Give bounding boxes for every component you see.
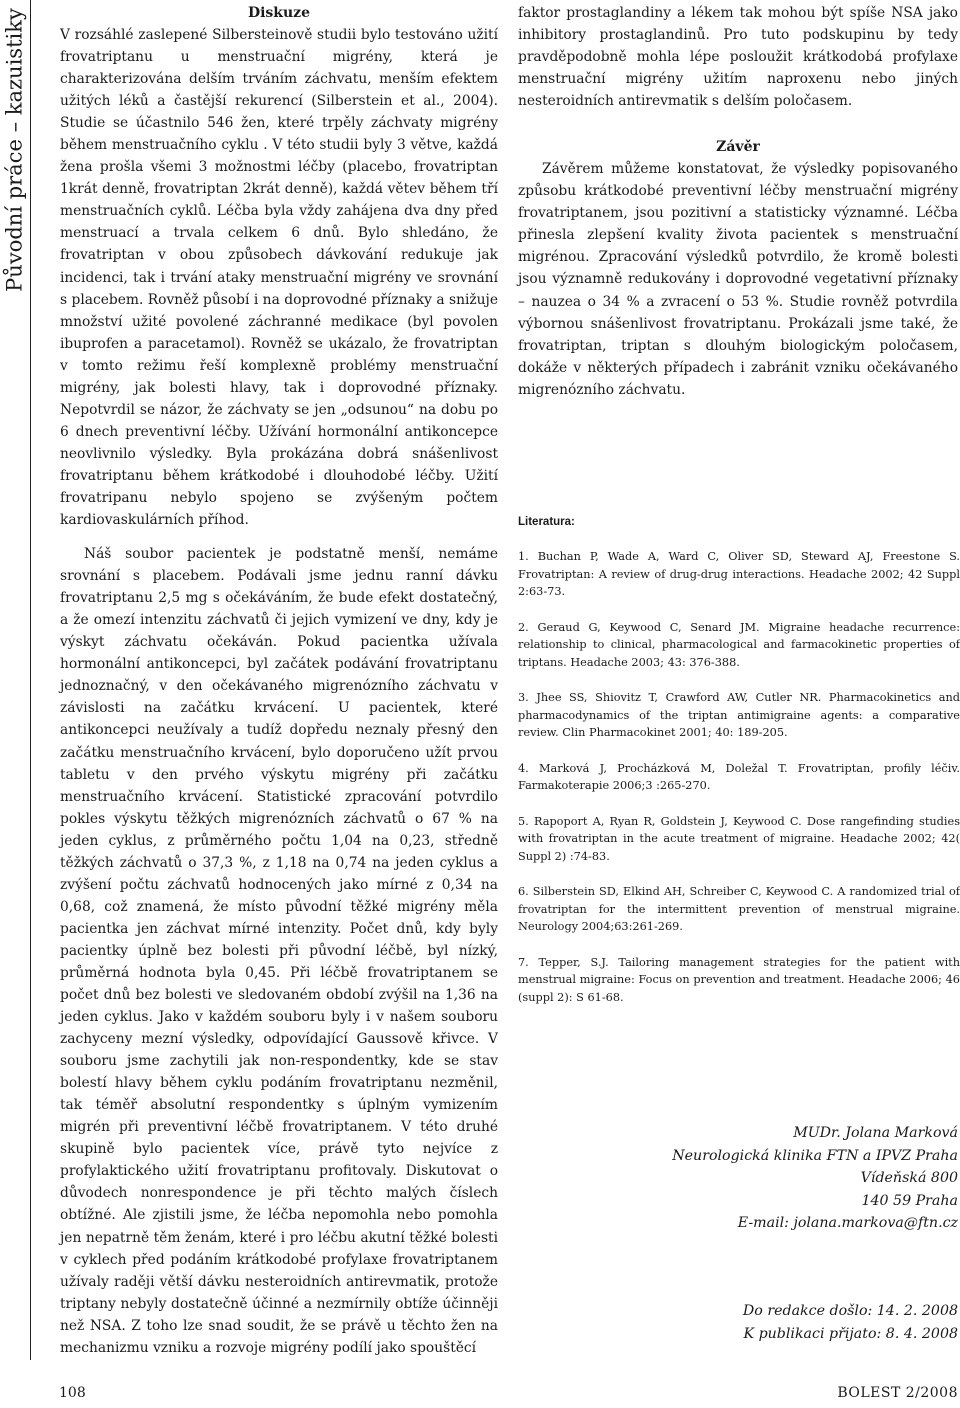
author-email: E-mail: jolana.markova@ftn.cz — [737, 1215, 958, 1231]
journal-name: BOLEST 2/2008 — [837, 1385, 958, 1401]
reference-item: 1. Buchan P, Wade A, Ward C, Oliver SD, Steward AJ, Freestone S. Frovatriptan: A review of drug-drug interactions. Headache 2002; 42 Suppl 2:63-73. — [518, 550, 960, 598]
discussion-heading: Diskuze — [247, 5, 311, 21]
reference-item: 7. Tepper, S.J. Tailoring management strategies for the patient with menstrual migraine: Focus on prevention and treatment. Headache 2006; 46 (suppl 2): S 61-68. — [518, 955, 960, 1004]
reference-item: 6. Silberstein SD, Elkind AH, Schreiber C, Keywood C. A randomized trial of frovatriptan for the intermittent prevention of menstrual migraine. Neurology 2004;63:261-269. — [518, 885, 960, 933]
accepted-date: K publikaci přijato: 8. 4. 2008 — [743, 1325, 958, 1342]
reference-item: 3. Jhee SS, Shiovitz T, Crawford AW, Cutler NR. Pharmacokinetics and pharmacodynamics of the triptan antimigraine agents: a comparative review. Clin Pharmacokinet 2001; 40: 189-205. — [518, 691, 960, 739]
section-title: Původní práce – kazuistiky — [2, 8, 27, 292]
section-sidebar — [0, 0, 30, 1408]
left-column — [60, 2, 498, 1359]
reference-list — [518, 548, 960, 1024]
conclusion-paragraph: Závěrem můžeme konstatovat, že výsledky popisovaného způsobu krátkodobé preventivní léčby menstruační migrény frovatriptanem, jsou pozitivní a statisticky významné. Léčba přinesla zlepšení kvality života pacientek s menstruační migrénou. Zpracování výsledků potvrdilo, že kromě bolesti jsou významně redukovány i doprovodné vegetativní příznaky – nauzea o 34 % a zvracení o 53 %. Studie rovněž potvrdila výbornou snášenlivost frovatriptanu. Prokázali jsme také, že frovatriptan, triptan s dlouhým biologickým poločasem, dokáže v některých případech i zabránit vzniku očekávaného migrenózního záchvatu. — [518, 161, 958, 398]
author-name: MUDr. Jolana Marková — [793, 1125, 958, 1141]
page-number: 108 — [59, 1385, 86, 1401]
reference-item: 5. Rapoport A, Ryan R, Goldstein J, Keywood C. Dose rangefinding studies with frovatriptan in the acute treatment of migraine. Headache 2002; 42( Suppl 2) :74-83. — [518, 814, 960, 863]
right-column — [518, 2, 958, 401]
received-date: Do redakce došlo: 14. 2. 2008 — [742, 1303, 958, 1319]
literature-heading: Literatura: — [518, 516, 575, 528]
reference-item: 2. Geraud G, Keywood C, Senard JM. Migraine headache recurrence: relationship to clinical, pharmacological and farmacokinetic properties of triptans. Headache 2003; 43: 376-388. — [518, 620, 960, 669]
sidebar-divider — [30, 0, 31, 1360]
author-address — [672, 1122, 958, 1235]
author-institution: Neurologická klinika FTN a IPVZ Praha — [672, 1147, 958, 1164]
discussion-paragraph-2: Náš soubor pacientek je podstatně menší, nemáme srovnání s placebem. Podávali jsme jednu ranní dávku frovatriptanu 2,5 mg s očekáváním, že bude efekt dostatečný, a že omezí intenzitu záchvatů či jejich vymizení ve dny, kdy je výskyt záchvatu očekáván. Pokud pacientka užívala hormonální antikoncepci, byl začátek podávání frovatriptanu jednoznačný, v den očekávaného migrenózního záchvatu v závislosti na začátku krvácení. U pacientek, které antikoncepci neužívaly a tudíž dopředu neznaly přesný den začátku menstruačního krvácení, bylo doporučeno užít prvou tabletu v den prvého výskytu migrény při začátku menstruačního krvácení. Statistické zpracování potvrdilo pokles výskytu těžkých migrenózních záchvatů o 67 % na jeden cyklus, z průměrného počtu 1,04 na 0,23, středně těžkých záchvatů o 37,3 %, z 1,18 na 0,74 na jeden cyklus a zvýšení počtu záchvatů hodnocených jako mírné z 0,34 na 0,68, což znamená, že místo původní těžké migrény měla pacientka jen záchvat mírné intenzity. Počet dnů, kdy byly pacientky úplně bez bolesti při původní léčbě, byl nízký, průměrná hodnota byla 0,45. Při léčbě frovatriptanem se počet dnů bez bolesti ve sledovaném období zvýšil na 1,36 na jeden cyklus. Jako v každém souboru byly i v našem souboru zachyceny mezní výsledky, odpovídající Gaussově křivce. V souboru jsme zachytili jak non-respondentky, kde se stav bolestí hlavy během cyklu podáním frovatriptanu nezměnil, tak téměř absolutní respondentky s úplným vymizením migrén při preventivní léčbě frovatriptanem. V této druhé skupině bylo pacientek více, právě tyto nejvíce z profylaktického užití frovatriptanu profitovaly. Diskutovat o důvodech nonrespondence je při těchto malých číslech obtížné. Ale zjistili jsme, že léčba nepomohla nebo pomohla jen nepatrně těm ženám, které i pro léčbu akutní těžké bolesti v cyklech před podáním krátkodobé profylaxe frovatriptanem užívaly raději větší dávku nesteroidních antirevmatik, protože triptany nebyly dostatečně účinné a nezmírnily obtíže účinněji než NSA. Z toho lze snad soudit, že se právě u těchto žen na mechanizmu vzniku a rozvoje migrény podílí jako spouštěcí — [60, 546, 498, 1356]
discussion-continuation: faktor prostaglandiny a lékem tak mohou být spíše NSA jako inhibitory prostaglandinů. Pro tuto podskupinu by tedy pravděpodobně mohla lépe posloužit krátkodobá profylaxe menstruační migrény užitím naproxenu nebo jiných nesteroidních antirevmatik s delším poločasem. — [518, 5, 958, 110]
reference-item: 4. Marková J, Procházková M, Doležal T. Frovatriptan, profily léčiv. Farmakoterapie 2006;3 :265-270. — [518, 761, 960, 792]
publication-dates — [743, 1300, 958, 1345]
discussion-paragraph-1: V rozsáhlé zaslepené Silbersteinově studii bylo testováno užití frovatriptanu u menstruační migrény, která je charakterizována delším trváním záchvatu, menším efektem užitých léků a častější rekurencí (Silberstein et al., 2004). Studie se účastnilo 546 žen, které trpěly záchvaty migrény během menstruačního cyklu . V této studii byly 3 větve, každá žena prošla všemi 3 možnostmi léčby (placebo, frovatriptan 1krát denně, frovatriptan 2krát denně), každá větev během tří menstruačních cyklů. Léčba byla vždy zahájena dva dny před menstruací a trvala celkem 6 dnů. Bylo shledáno, že frovatriptan v obou způsobech dávkování redukuje jak incidenci, tak i trvání ataky menstruační migrény ve srovnání s placebem. Rovněž působí i na doprovodné příznaky a snižuje množství užité povolené záchranné medikace (byl povolen ibuprofen a paracetamol). Rovněž se ukázalo, že frovatriptan v tomto režimu řeší komplexně problémy menstruační migrény, jak bolesti hlavy, tak i doprovodné příznaky. Nepotvrdil se názor, že záchvaty se jen „odsunou“ na dobu po 6 dnech preventivní léčby. Užívání hormonální antikoncepce neovlivnilo výsledky. Byla prokázána dobrá snášenlivost frovatriptanu během krátkodobé i dlouhodobé léčby. Užití frovatripanu nebylo spojeno se zvýšeným počtem kardiovaskulárních příhod. — [60, 27, 498, 529]
conclusion-heading: Závěr — [716, 139, 760, 156]
author-street: Vídeňská 800 — [860, 1170, 958, 1186]
author-city: 140 59 Praha — [861, 1192, 958, 1209]
